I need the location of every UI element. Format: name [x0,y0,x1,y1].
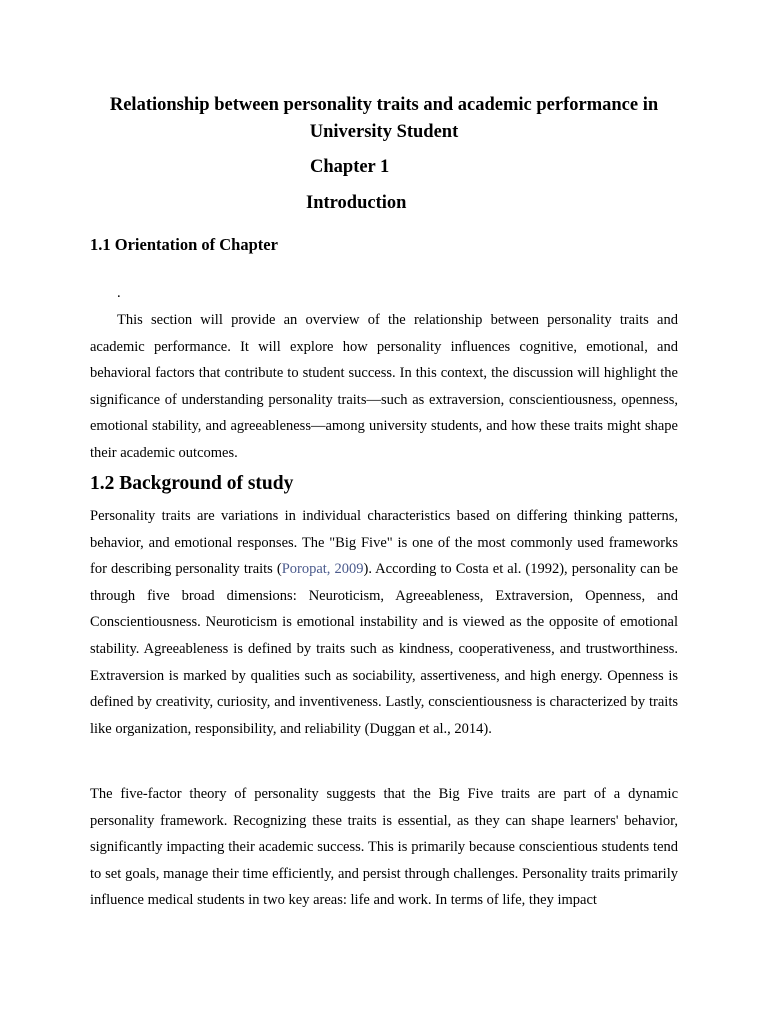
section-marker: . [117,285,121,301]
paragraph-text: Personality traits are variations in individual characteristics based on differing thinking patterns, behavior, and emotional responses. The "Big Five" is one of the most commonly used frameworks for describing personality traits ( [90,508,678,578]
section-heading-background: 1.2 Background of study [90,473,294,494]
section-heading-orientation: 1.1 Orientation of Chapter [90,235,278,254]
chapter-label: Chapter 1 [310,157,390,177]
orientation-paragraph: This section will provide an overview of the relationship between personality traits and academic performance. It will explore how personality influences cognitive, emotional, and behavioral factors that contribute to student success. In this context, the discussion will highlight the significance of understanding personality traits—such as extraversion, conscientiousness, openness, emotional stability, and agreeableness—among university students, and how these traits might shape their academic outcomes. [90,312,678,461]
background-paragraph-2: The five-factor theory of personality suggests that the Big Five traits are part of a dynamic personality framework. Recognizing these traits is essential, as they can shape learners' behavior, significantly impacting their academic success. This is primarily because conscientious students tend to set goals, manage their time efficiently, and persist through challenges. Personality traits primarily influence medical students in two key areas: life and work. In terms of life, they impact [90,786,678,909]
paragraph-text: ). According to Costa et al. (1992), personality can be through five broad dimensions: Neuroticism, Agreeableness, Extraversion, Openness, and Conscientiousness. Neuroticism is emotional instability and is viewed as the opposite of emotional stability. Agreeableness is defined by traits such as kindness, cooperativeness, and trustworthiness. Extraversion is marked by qualities such as sociability, assertiveness, and high energy. Openness is defined by creativity, curiosity, and inventiveness. Lastly, conscientiousness is characterized by traits like organization, responsibility, and reliability (Duggan et al., 2014). [90,561,679,737]
chapter-title: Introduction [306,193,407,213]
citation-link: Poropat, 2009 [281,561,364,578]
document-title: Relationship between personality traits and academic performance in University Student [109,95,659,142]
background-paragraph-1 [90,503,678,742]
